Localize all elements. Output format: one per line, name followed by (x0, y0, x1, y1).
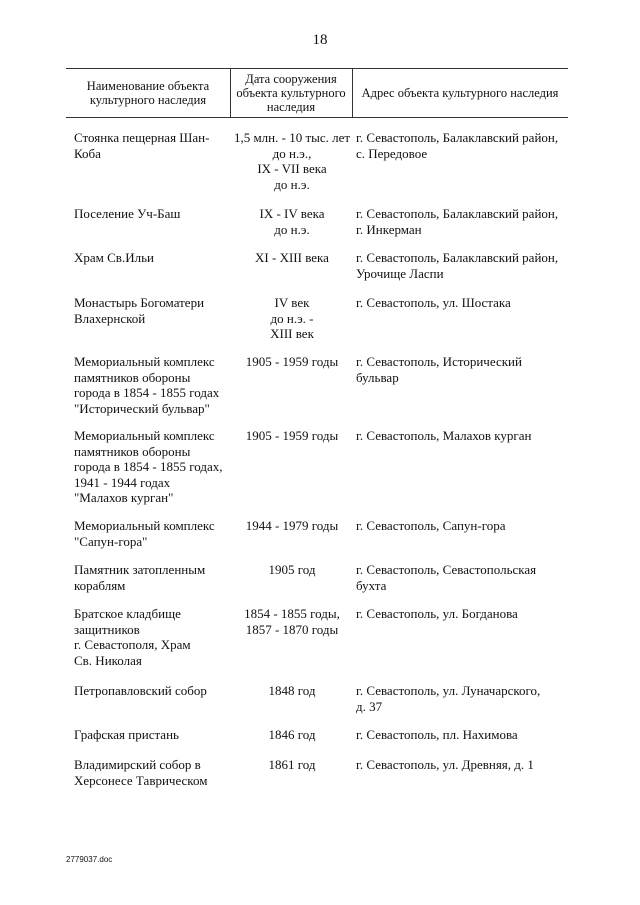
cell-text-line: XI - XIII века (255, 250, 329, 265)
cell-date (230, 757, 354, 773)
document-filename: 2779037.doc (66, 855, 113, 864)
heritage-table (66, 68, 568, 118)
cell-text-line: 1861 год (268, 757, 316, 772)
cell-text-line: Мемориальный комплекс (74, 354, 215, 369)
header-text-line: культурного наследия (89, 93, 207, 107)
cell-text-line: Памятник затопленным (74, 562, 206, 577)
cell-text-line: 1944 - 1979 годы (245, 518, 339, 533)
cell-date (230, 206, 354, 237)
cell-text-line: г. Севастополь, Севастопольская (356, 562, 537, 577)
cell-text-line: "Сапун-гора" (74, 533, 148, 549)
cell-address (356, 428, 586, 444)
cell-text-line: г. Севастополь, Балаклавский район, (356, 130, 559, 145)
cell-date (230, 683, 354, 699)
cell-name (74, 354, 234, 416)
cell-address (356, 606, 586, 622)
cell-text-line: XIII век (270, 326, 314, 341)
cell-text-line: до н.э. (274, 176, 310, 192)
cell-text-line: 1905 - 1959 годы (245, 428, 339, 443)
cell-address (356, 757, 586, 773)
cell-name (74, 130, 234, 161)
cell-text-line: 1846 год (268, 727, 316, 742)
cell-text-line: г. Севастополь, Балаклавский район, (356, 206, 559, 221)
cell-text-line: г. Севастополь, Сапун-гора (356, 518, 506, 533)
cell-text-line: до н.э. (274, 221, 310, 237)
cell-text-line: Графская пристань (74, 727, 179, 742)
cell-text-line: Братское кладбище (74, 606, 181, 621)
cell-text-line: до н.э. - (270, 310, 314, 326)
header-date (230, 69, 352, 117)
cell-text-line: города в 1854 - 1855 годах, (74, 459, 223, 474)
cell-name (74, 727, 234, 743)
page-number: 18 (312, 32, 328, 48)
cell-address (356, 518, 586, 534)
cell-text-line: Монастырь Богоматери (74, 295, 205, 310)
cell-text-line: Св. Николая (74, 652, 142, 668)
cell-address (356, 727, 586, 743)
cell-text-line: Влахернской (74, 310, 146, 326)
cell-text-line: 1854 - 1855 годы, (244, 606, 340, 621)
cell-text-line: 1905 год (268, 562, 316, 577)
cell-text-line: "Исторический бульвар" (74, 400, 210, 416)
cell-text-line: до н.э., (272, 145, 312, 161)
cell-text-line: IX - IV века (259, 206, 325, 221)
cell-text-line: IX - VII века (257, 161, 327, 176)
cell-text-line: кораблям (74, 577, 126, 593)
cell-text-line: Поселение Уч-Баш (74, 206, 181, 221)
cell-text-line: "Малахов курган" (74, 490, 174, 505)
cell-name (74, 295, 234, 326)
cell-text-line: Владимирский собор в (74, 757, 201, 772)
cell-text-line: с. Передовое (356, 145, 428, 161)
cell-address (356, 130, 586, 161)
cell-name (74, 757, 234, 788)
cell-date (230, 295, 354, 342)
header-text-line: наследия (266, 100, 316, 114)
cell-text-line: памятников обороны (74, 369, 191, 385)
header-text-line: Адрес объекта культурного наследия (361, 86, 559, 100)
cell-text-line: 1848 год (268, 683, 316, 698)
header-divider (230, 69, 231, 117)
cell-date (230, 428, 354, 444)
header-text-line: Дата сооружения (245, 72, 337, 86)
header-address (352, 69, 568, 117)
cell-date (230, 354, 354, 370)
cell-text-line: г. Севастополь, пл. Нахимова (356, 727, 518, 742)
cell-text-line: памятников обороны (74, 443, 191, 459)
cell-text-line: Мемориальный комплекс (74, 518, 215, 533)
table-header (66, 68, 568, 118)
cell-address (356, 683, 586, 714)
cell-date (230, 518, 354, 534)
cell-text-line: г. Севастополь, Малахов курган (356, 428, 532, 443)
cell-text-line: IV век (274, 295, 310, 310)
cell-text-line: г. Инкерман (356, 221, 422, 237)
header-text-line: Наименование объекта (86, 79, 210, 93)
cell-text-line: д. 37 (356, 698, 383, 714)
cell-text-line: 1857 - 1870 годы (245, 621, 339, 637)
cell-text-line: г. Севастополь, ул. Луначарского, (356, 683, 541, 698)
cell-address (356, 250, 586, 281)
cell-name (74, 250, 234, 266)
cell-text-line: 1905 - 1959 годы (245, 354, 339, 369)
cell-name (74, 428, 234, 506)
cell-name (74, 562, 234, 593)
cell-date (230, 727, 354, 743)
cell-text-line: Стоянка пещерная Шан- (74, 130, 210, 145)
cell-text-line: Петропавловский собор (74, 683, 207, 698)
cell-text-line: Херсонесе Таврическом (74, 772, 208, 788)
cell-date (230, 562, 354, 578)
cell-address (356, 562, 586, 593)
cell-text-line: бульвар (356, 369, 399, 385)
cell-text-line: бухта (356, 577, 387, 593)
cell-text-line: города в 1854 - 1855 годах (74, 385, 220, 400)
cell-text-line: Храм Св.Ильи (74, 250, 154, 265)
cell-name (74, 683, 234, 699)
header-text-line: объекта культурного (236, 86, 346, 100)
cell-text-line: г. Севастополь, ул. Шостака (356, 295, 511, 310)
cell-text-line: г. Севастополь, ул. Древняя, д. 1 (356, 757, 534, 772)
header-name (66, 69, 230, 117)
cell-text-line: 1941 - 1944 годах (74, 474, 171, 490)
cell-text-line: Коба (74, 145, 101, 161)
cell-name (74, 518, 234, 549)
cell-name (74, 606, 234, 668)
cell-name (74, 206, 234, 222)
cell-text-line: г. Севастополь, ул. Богданова (356, 606, 518, 621)
cell-address (356, 354, 586, 385)
cell-address (356, 295, 586, 311)
cell-date (230, 250, 354, 266)
cell-date (230, 606, 354, 637)
cell-address (356, 206, 586, 237)
cell-text-line: Мемориальный комплекс (74, 428, 215, 443)
cell-text-line: г. Севастополь, Исторический (356, 354, 522, 369)
cell-text-line: г. Севастополя, Храм (74, 637, 191, 652)
cell-date (230, 130, 354, 192)
cell-text-line: г. Севастополь, Балаклавский район, (356, 250, 559, 265)
header-divider (352, 69, 353, 117)
cell-text-line: защитников (74, 621, 140, 637)
cell-text-line: Урочище Ласпи (356, 265, 444, 281)
cell-text-line: 1,5 млн. - 10 тыс. лет (233, 130, 351, 145)
